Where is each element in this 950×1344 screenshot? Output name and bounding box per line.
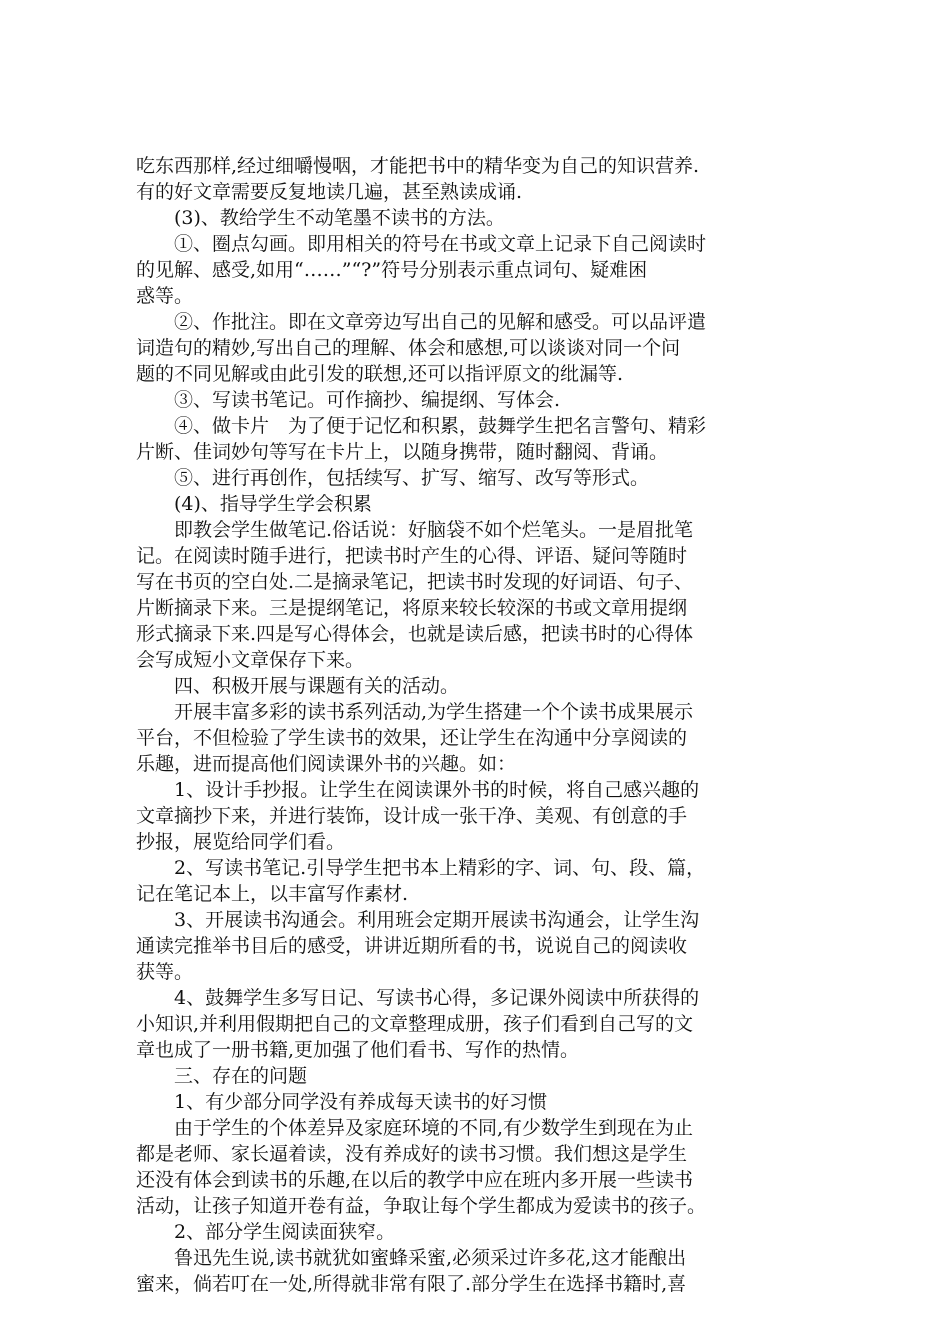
text-line: 记在笔记本上，以丰富写作素材.	[136, 883, 409, 905]
text-line: ②、作批注。即在文章旁边写出自己的见解和感受。可以品评遣	[136, 311, 707, 333]
document-body	[136, 153, 814, 1297]
text-line: 鲁迅先生说,读书就犹如蜜蜂采蜜,必须采过许多花,这才能酿出	[136, 1247, 687, 1269]
text-line: 2、写读书笔记.引导学生把书本上精彩的字、词、句、段、篇，	[136, 857, 706, 879]
text-line: ③、写读书笔记。可作摘抄、编提纲、写体会.	[136, 389, 561, 411]
text-line: 记。在阅读时随手进行，把读书时产生的心得、评语、疑问等随时	[136, 545, 688, 567]
text-line: 通读完推举书目后的感受，讲讲近期所看的书，说说自己的阅读收	[136, 935, 688, 957]
text-line: 由于学生的个体差异及家庭环境的不同,有少数学生到现在为止	[136, 1117, 694, 1139]
text-line: 的见解、感受,如用“……”“?”符号分别表示重点词句、疑难困	[136, 259, 648, 281]
text-line: 即教会学生做笔记.俗话说：好脑袋不如个烂笔头。一是眉批笔	[136, 519, 694, 541]
text-line: 写在书页的空白处.二是摘录笔记，把读书时发现的好词语、句子、	[136, 571, 694, 593]
text-line: 2、部分学生阅读面狭窄。	[136, 1221, 396, 1243]
text-line: 活动，让孩子知道开卷有益，争取让每个学生都成为爱读书的孩子。	[136, 1195, 707, 1217]
text-line: 4、鼓舞学生多写日记、写读书心得，多记课外阅读中所获得的	[136, 987, 700, 1009]
text-line: 抄报，展览给同学们看。	[136, 831, 346, 853]
text-line: (4)、指导学生学会积累	[136, 493, 372, 515]
text-line: 都是老师、家长逼着读，没有养成好的读书习惯。我们想这是学生	[136, 1143, 688, 1165]
text-line: 片断摘录下来。三是提纲笔记，将原来较长较深的书或文章用提纲	[136, 597, 688, 619]
text-line: 开展丰富多彩的读书系列活动,为学生搭建一个个读书成果展示	[136, 701, 694, 723]
text-line: (3)、教给学生不动笔墨不读书的方法。	[136, 207, 505, 229]
text-line: 3、开展读书沟通会。利用班会定期开展读书沟通会，让学生沟	[136, 909, 700, 931]
text-line: 1、有少部分同学没有养成每天读书的好习惯	[136, 1091, 548, 1113]
text-line: 词造句的精妙,写出自己的理解、体会和感想,可以谈谈对同一个问	[136, 337, 681, 359]
text-line: 形式摘录下来.四是写心得体会，也就是读后感，把读书时的心得体	[136, 623, 694, 645]
text-line: ①、圈点勾画。即用相关的符号在书或文章上记录下自己阅读时	[136, 233, 707, 255]
text-line: 还没有体会到读书的乐趣,在以后的教学中应在班内多开展一些读书	[136, 1169, 694, 1191]
text-line: 会写成短小文章保存下来。	[136, 649, 365, 671]
text-line: 获等。	[136, 961, 194, 983]
text-line: 片断、佳词妙句等写在卡片上，以随身携带，随时翻阅、背诵。	[136, 441, 669, 463]
text-line: 平台，不但检验了学生读书的效果，还让学生在沟通中分享阅读的	[136, 727, 688, 749]
text-line: 文章摘抄下来，并进行装饰，设计成一张干净、美观、有创意的手	[136, 805, 688, 827]
text-line: ④、做卡片 为了便于记忆和积累，鼓舞学生把名言警句、精彩	[136, 415, 707, 437]
text-line: 四、积极开展与课题有关的活动。	[136, 675, 460, 697]
text-line: ⑤、进行再创作，包括续写、扩写、缩写、改写等形式。	[136, 467, 650, 489]
text-line: 三、存在的问题	[136, 1065, 308, 1087]
text-line: 章也成了一册书籍,更加强了他们看书、写作的热情。	[136, 1039, 580, 1061]
text-line: 乐趣，进而提高他们阅读课外书的兴趣。如：	[136, 753, 517, 775]
text-line: 惑等。	[136, 285, 194, 307]
text-line: 有的好文章需要反复地读几遍，甚至熟读成诵.	[136, 181, 523, 203]
text-line: 1、设计手抄报。让学生在阅读课外书的时候，将自己感兴趣的	[136, 779, 700, 801]
text-line: 小知识,并利用假期把自己的文章整理成册，孩子们看到自己写的文	[136, 1013, 694, 1035]
text-line: 吃东西那样,经过细嚼慢咽，才能把书中的精华变为自己的知识营养.	[136, 155, 700, 177]
text-line: 题的不同见解或由此引发的联想,还可以指评原文的纰漏等.	[136, 363, 624, 385]
text-line: 蜜来，倘若叮在一处,所得就非常有限了.部分学生在选择书籍时,喜	[136, 1273, 687, 1295]
